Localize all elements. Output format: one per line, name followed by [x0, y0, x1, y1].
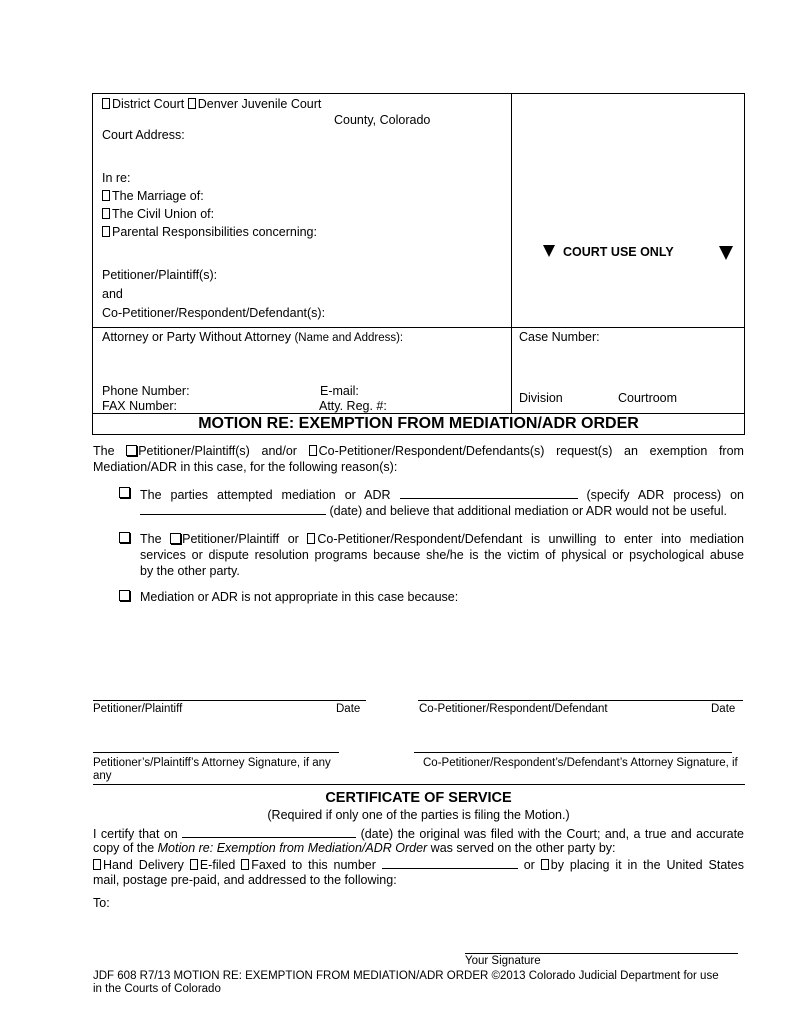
attorney-label: Attorney or Party Without Attorney (Name and Address): [102, 330, 404, 344]
caption-divider-title [92, 413, 745, 414]
form-title: MOTION RE: EXEMPTION FROM MEDIATION/ADR ORDER [198, 415, 639, 432]
civil-union-checkbox[interactable] [102, 208, 110, 219]
reason-3-checkbox[interactable] [119, 590, 130, 601]
district-court-checkbox[interactable] [102, 98, 110, 109]
court-type-row: District Court Denver Juvenile Court [102, 97, 321, 111]
reason-1-line-2: (date) and believe that additional mediation or ADR would not be useful. [140, 503, 727, 518]
court-address-label: Court Address: [102, 128, 185, 142]
fax-number-field[interactable] [382, 857, 518, 869]
petitioner-label: Petitioner/Plaintiff(s): [102, 268, 218, 282]
reason-3-line-2[interactable] [140, 630, 747, 644]
adr-date-field[interactable] [140, 503, 326, 515]
reason-2-line-3: by the other party. [140, 564, 240, 578]
arrow-down-icon [543, 245, 555, 257]
footer-line-1: JDF 608 R7/13 MOTION RE: EXEMPTION FROM MEDIATION/ADR ORDER ©2013 Colorado Judicial Department for use [93, 970, 719, 982]
arrow-down-icon [719, 246, 733, 263]
copetitioner-signature-line[interactable] [418, 700, 743, 701]
in-re-label: In re: [102, 171, 131, 185]
pet-attorney-label: Petitioner’s/Plaintiff’s Attorney Signature, if any [93, 757, 331, 769]
section-divider [93, 784, 745, 785]
petitioner-request-checkbox[interactable] [126, 445, 137, 456]
efiled-checkbox[interactable] [190, 859, 198, 870]
caption-divider-attorney [92, 327, 745, 328]
reason-1-checkbox[interactable] [119, 487, 130, 498]
pet-attorney-label-cont: any [93, 770, 112, 782]
phone-label: Phone Number: [102, 384, 190, 398]
certificate-line-4: mail, postage pre-paid, and addressed to the following: [93, 873, 397, 887]
to-address-line-1[interactable] [120, 896, 395, 910]
copetitioner-date-label: Date [711, 703, 736, 715]
reason-3-line-1[interactable] [140, 607, 747, 621]
certificate-line-2: copy of the Motion re: Exemption from Mediation/ADR Order was served on the other party by: [93, 841, 616, 855]
adr-process-field[interactable] [400, 487, 578, 499]
courtroom-label: Courtroom [618, 391, 678, 405]
party-names-input[interactable] [102, 243, 493, 257]
caption-box [92, 93, 745, 435]
marriage-checkbox[interactable] [102, 190, 110, 201]
copet-attorney-signature-line[interactable] [414, 752, 732, 753]
intro-line-2: Mediation/ADR in this case, for the following reason(s): [93, 460, 398, 474]
juvenile-court-checkbox[interactable] [188, 98, 196, 109]
fax-label: FAX Number: [102, 399, 178, 413]
county-suffix: County, Colorado [334, 113, 431, 127]
caption-divider-vertical [511, 93, 512, 414]
reason-2-line-1: The Petitioner/Plaintiff or Co-Petitioner/Respondent/Defendant is unwilling to enter into mediation [140, 532, 744, 546]
division-label: Division [519, 391, 563, 405]
copetitioner-request-checkbox[interactable] [309, 445, 317, 456]
pet-attorney-signature-line[interactable] [93, 752, 339, 753]
court-use-only: COURT USE ONLY [543, 245, 674, 259]
option-civil-union[interactable]: The Civil Union of: [102, 207, 214, 221]
intro-line-1: The Petitioner/Plaintiff(s) and/or Co-Petitioner/Respondent/Defendants(s) request(s) an exemption from [93, 444, 744, 458]
option-parental[interactable]: Parental Responsibilities concerning: [102, 225, 317, 239]
copet-attorney-label: Co-Petitioner/Respondent’s/Defendant’s Attorney Signature, if [423, 757, 738, 769]
to-address-line-2[interactable] [120, 919, 398, 933]
county-input[interactable] [102, 114, 334, 128]
filed-date-field[interactable] [182, 826, 356, 838]
your-signature-label: Your Signature [465, 955, 541, 967]
parental-checkbox[interactable] [102, 226, 110, 237]
certificate-line-1: I certify that on (date) the original was filed with the Court; and, a true and accurate [93, 827, 745, 841]
email-label: E-mail: [320, 384, 359, 398]
court-address-input[interactable] [102, 156, 508, 170]
hand-delivery-checkbox[interactable] [93, 859, 101, 870]
footer-line-2: in the Courts of Colorado [93, 983, 221, 995]
reason-1-line-1: The parties attempted mediation or ADR (specify ADR process) on [140, 488, 744, 502]
faxed-checkbox[interactable] [241, 859, 249, 870]
r2-petitioner-checkbox[interactable] [170, 533, 181, 544]
to-label: To: [93, 896, 110, 910]
petitioner-date-label: Date [336, 703, 361, 715]
option-marriage[interactable]: The Marriage of: [102, 189, 204, 203]
certificate-title: CERTIFICATE OF SERVICE [325, 790, 512, 806]
certificate-subtitle: (Required if only one of the parties is filing the Motion.) [267, 808, 570, 822]
reason-2-checkbox[interactable] [119, 532, 130, 543]
certificate-line-3: Hand Delivery E-filed Faxed to this number or by placing it in the United States [93, 857, 744, 872]
r2-copetitioner-checkbox[interactable] [307, 533, 315, 544]
petitioner-signature-line[interactable] [93, 700, 366, 701]
reason-3-line-3[interactable] [140, 653, 718, 667]
and-label: and [102, 287, 123, 301]
your-signature-line[interactable] [465, 953, 738, 954]
copetitioner-sig-label: Co-Petitioner/Respondent/Defendant [419, 703, 608, 715]
copetitioner-label: Co-Petitioner/Respondent/Defendant(s): [102, 306, 326, 320]
reason-2-line-2: services or dispute resolution programs because she/he is the victim of physical or psychological abuse [140, 548, 744, 562]
case-number-label: Case Number: [519, 330, 600, 344]
petitioner-sig-label: Petitioner/Plaintiff [93, 703, 183, 715]
mail-checkbox[interactable] [541, 859, 549, 870]
reason-3-text: Mediation or ADR is not appropriate in this case because: [140, 590, 459, 604]
atty-reg-label: Atty. Reg. #: [319, 399, 387, 413]
to-address-line-3[interactable] [120, 941, 398, 955]
